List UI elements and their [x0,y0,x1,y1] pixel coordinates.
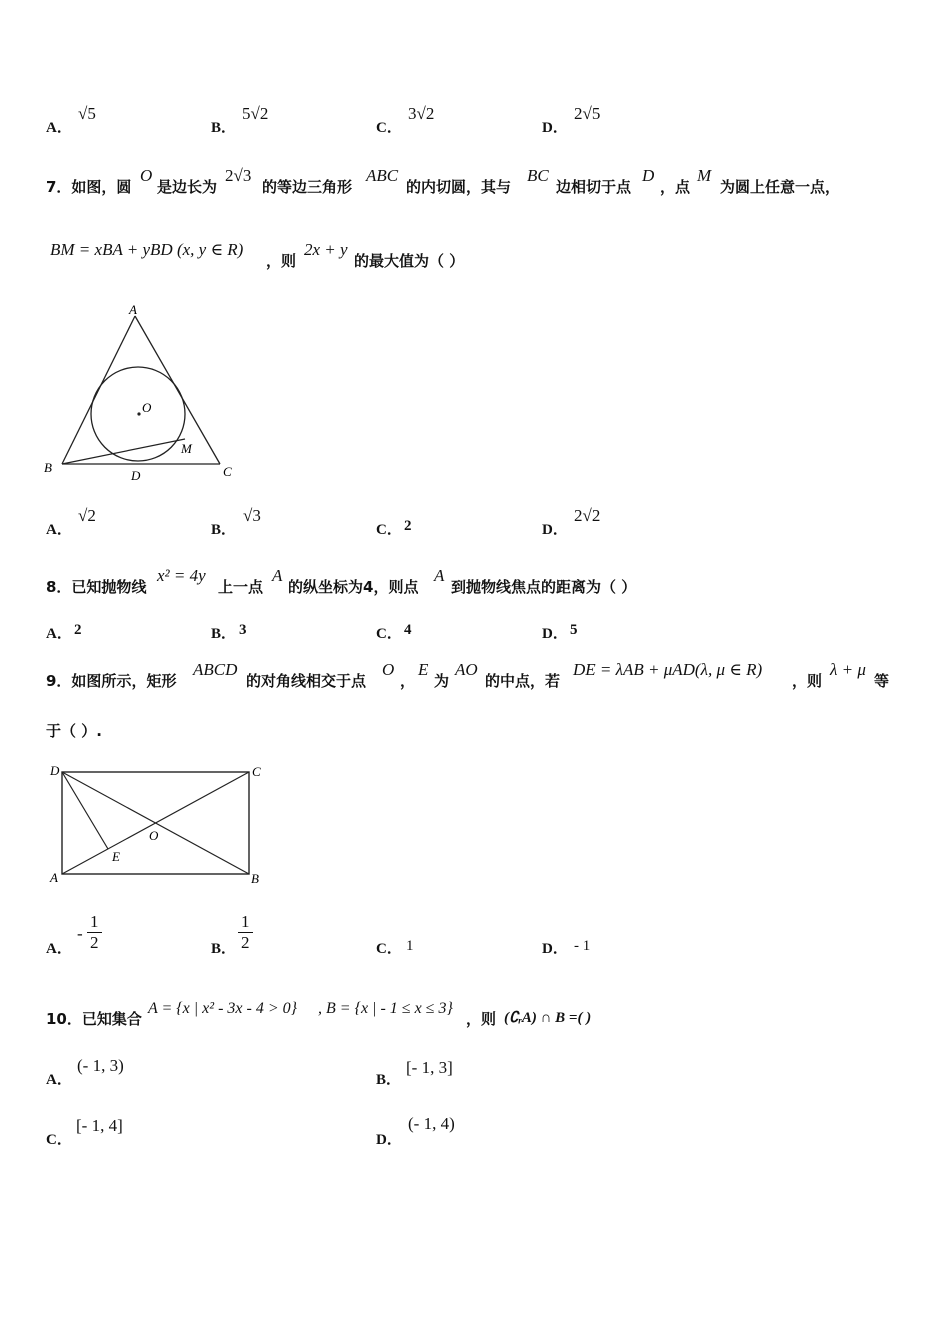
q9-option-a-numerator: 1 [87,912,102,933]
q7-var-abc: ABC [366,166,399,185]
q9-text-3: 为 [434,672,450,690]
q8-option-c-value: 4 [404,622,412,638]
q7-option-d-label: D． [542,522,568,538]
q10-option-c-label: C． [46,1132,72,1148]
q8-number: 8．已知抛物线 [46,578,147,596]
q7-stem-line2 [0,238,950,278]
q10-options-row2 [0,1112,950,1152]
q9-option-a-label: A． [46,941,72,957]
q7-fig-label-o: O [142,400,152,415]
q7-triangle-figure [40,298,250,488]
q7-fig-label-m: M [181,441,192,456]
q7-text-6: 为圆上任意一点， [720,178,841,196]
q9-fig-label-b: B [251,871,259,886]
q8-var-a: A [272,566,283,585]
q9-expression: λ + μ [830,660,866,679]
q7-fig-label-a: A [129,302,137,317]
q7-fig-label-b: B [44,460,52,475]
q9-text-line2: 于（ ）. [46,722,102,740]
q9-text-6: 等 [874,672,890,690]
q7-option-a-label: A． [46,522,72,538]
q8-option-a-label: A． [46,626,72,642]
q10-option-d-label: D． [376,1132,402,1148]
q10-options-row1 [0,1052,950,1092]
q9-text-2: ， [400,672,416,690]
q7-option-b-label: B． [211,522,237,538]
q6-option-c-value: 3√2 [408,104,435,123]
q8-text-1: 上一点 [218,578,264,596]
q10-text-1: ，则 [466,1010,497,1028]
q10-stem [0,996,950,1036]
q9-stem-line1 [0,658,950,698]
q9-option-d-label: D． [542,941,568,957]
q10-number: 10．已知集合 [46,1010,142,1028]
q7-option-c-value: 2 [404,518,412,534]
q7-options [0,502,950,542]
q6-options [0,100,950,140]
q9-fig-label-d: D [50,763,60,778]
q9-option-a-denominator: 2 [90,933,99,952]
q9-option-b-numerator: 1 [238,912,253,933]
q6-option-a-label: A． [46,120,72,136]
q7-option-b-value: √3 [243,506,261,525]
q8-text-2: 的纵坐标为4，则点 [288,578,419,596]
q6-option-a-value: √5 [78,104,96,123]
q8-options [0,612,950,652]
q7-var-d: D [642,166,655,185]
q7-text-3: 的内切圆，其与 [406,178,512,196]
q10-option-b-value: [- 1, 3] [406,1058,453,1077]
q10-option-a-value: (- 1, 3) [77,1056,124,1075]
q8-var-a-2: A [434,566,445,585]
q9-text-4: 的中点，若 [485,672,561,690]
q7-text-7: ，则 [266,252,297,270]
q7-option-c-label: C． [376,522,402,538]
q9-option-c-label: C． [376,941,402,957]
q9-number: 9．如图所示，矩形 [46,672,177,690]
q7-text-8: 的最大值为（ ） [354,252,465,270]
q9-var-abcd: ABCD [193,660,238,679]
q8-parabola-equation: x² = 4y [157,566,206,585]
q6-option-d-label: D． [542,120,568,136]
q9-fig-label-o: O [149,828,159,843]
q7-text-2: 的等边三角形 [262,178,353,196]
q8-stem [0,564,950,604]
q9-option-a-sign: - [77,924,83,943]
q9-text-5: ，则 [792,672,823,690]
q8-option-a-value: 2 [74,622,82,638]
q7-text-4: 边相切于点 [556,178,632,196]
q7-option-a-value: √2 [78,506,96,525]
q10-expression: (∁ᵣA) ∩ B =( ) [504,1010,592,1026]
q8-option-d-value: 5 [570,622,578,638]
q7-var-o: O [140,166,153,185]
q7-fig-label-c: C [223,464,232,479]
q7-number: 7．如图，圆 [46,178,132,196]
q10-set-b: , B = {x | - 1 ≤ x ≤ 3} [318,1000,453,1017]
q9-fig-label-e: E [112,849,120,864]
q9-rectangle-figure [40,758,280,893]
q9-option-b-fraction [238,912,253,953]
q10-option-a-label: A． [46,1072,72,1088]
q10-set-a: A = {x | x² - 3x - 4 > 0} [148,1000,298,1017]
q8-option-b-value: 3 [239,622,247,638]
q9-fig-label-a: A [50,870,58,885]
q8-option-d-label: D． [542,626,568,642]
q9-option-b-denominator: 2 [241,933,250,952]
q7-text-5: ，点 [660,178,691,196]
q8-option-c-label: C． [376,626,402,642]
q10-option-c-value: [- 1, 4] [76,1116,123,1135]
q9-var-ao: AO [455,660,478,679]
q7-vector-equation: BM = xBA + yBD (x, y ∈ R) [50,240,244,259]
q7-side-length: 2√3 [225,166,252,185]
q8-option-b-label: B． [211,626,237,642]
q7-stem-line1 [0,164,950,204]
q7-var-bc: BC [527,166,549,185]
q7-expression: 2x + y [304,240,348,259]
q7-option-d-value: 2√2 [574,506,601,525]
q6-option-d-value: 2√5 [574,104,601,123]
q9-option-b-label: B． [211,941,237,957]
q9-var-e: E [418,660,429,679]
q6-option-c-label: C． [376,120,402,136]
q9-options [0,910,950,960]
q10-option-b-label: B． [376,1072,402,1088]
q7-text-1: 是边长为 [157,178,218,196]
q6-option-b-value: 5√2 [242,104,269,123]
q7-var-m: M [697,166,712,185]
q9-text-1: 的对角线相交于点 [246,672,367,690]
q9-vector-equation: DE = λAB + μAD(λ, μ ∈ R) [573,660,763,679]
q6-option-b-label: B． [211,120,237,136]
q7-fig-label-d: D [131,468,141,483]
q9-option-c-value: 1 [406,938,414,954]
q10-option-d-value: (- 1, 4) [408,1114,455,1133]
q9-fig-label-c: C [252,764,261,779]
q9-option-a-fraction [87,912,102,953]
q9-option-d-value: - 1 [574,938,591,954]
q8-text-3: 到抛物线焦点的距离为（ ） [451,578,637,596]
q9-var-o: O [382,660,395,679]
q9-stem-line2 [0,708,950,748]
